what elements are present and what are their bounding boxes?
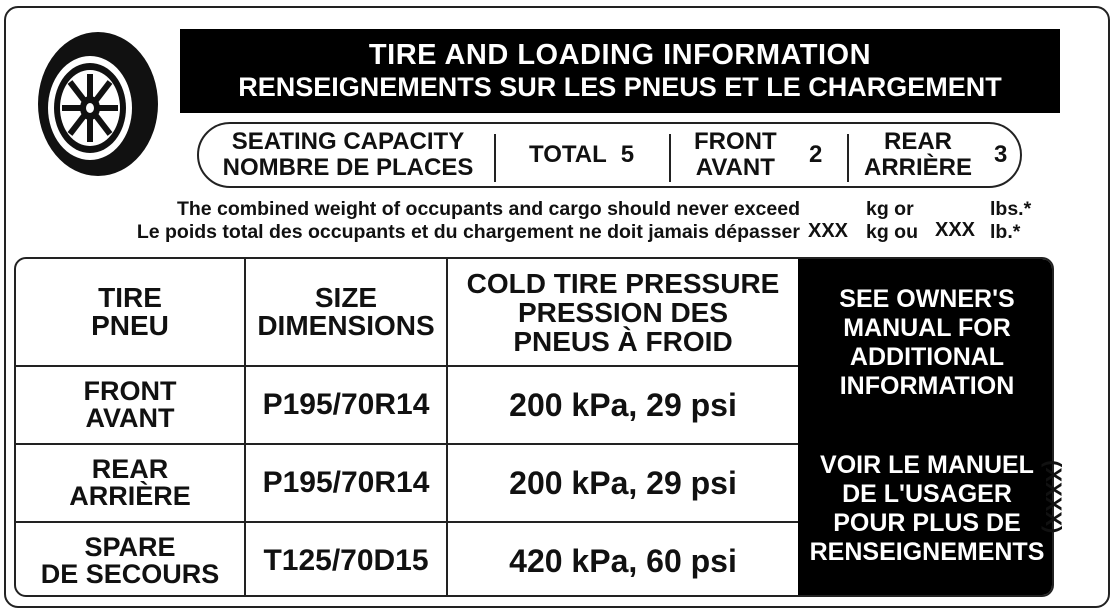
column-header-pressure-en: COLD TIRE PRESSURE [466,267,780,299]
seating-capacity-box [197,122,1022,188]
column-header-pressure-fr1: PRESSION DES [517,296,729,328]
grid-line [16,443,798,445]
kg-unit-en: kg or [866,198,914,220]
column-header-tire [16,259,244,365]
tire-pressure-table [14,257,1054,597]
weight-statement [40,198,800,244]
see-owners-manual-panel [798,259,1054,597]
row-spare-fr: DE SECOURS [40,559,220,589]
column-header-pressure-fr2: PNEUS À FROID [513,325,733,357]
see-manual-en-line: ADDITIONAL [849,343,1005,371]
column-header-size-fr: DIMENSIONS [257,310,435,341]
placard-header [180,29,1060,113]
seating-total [529,124,634,186]
row-front-en: FRONT [83,376,177,406]
see-manual-en-line: MANUAL FOR [843,314,1011,342]
see-manual-en-line: SEE OWNER'S [839,285,1015,313]
row-front-size: P195/70R14 [262,388,430,421]
rear-value: 3 [994,141,1008,168]
see-manual-fr-line: DE L'USAGER [842,480,1012,508]
row-rear-pressure: 200 kPa, 29 psi [509,464,737,501]
grid-line [244,259,246,597]
row-front-pressure: 200 kPa, 29 psi [509,386,737,423]
front-en: FRONT [694,128,777,155]
see-manual-en-line: INFORMATION [839,372,1015,400]
see-manual-fr-line: VOIR LE MANUEL [820,451,1034,479]
divider [847,134,849,182]
kg-unit-fr: kg ou [866,221,918,243]
kg-value: XXX [808,220,849,242]
seating-capacity-fr: NOMBRE DE PLACES [222,154,474,181]
rear-label [864,124,972,186]
column-header-pressure [448,259,798,365]
column-header-tire-en: TIRE [98,282,162,313]
lb-unit-fr: lb.* [990,221,1021,243]
front-value: 2 [809,141,823,168]
kg-units [866,198,918,244]
grid-line [446,259,448,597]
grid-line [16,521,798,523]
grid-line [16,365,798,367]
rear-en: REAR [884,128,953,155]
row-rear-en: REAR [91,454,169,484]
seating-capacity-label [217,124,479,186]
row-spare-pressure: 420 kPa, 60 psi [509,542,737,579]
front-label [694,124,777,186]
row-spare-en: SPARE [84,532,176,562]
row-rear-position [16,445,244,521]
row-spare-position [16,523,244,597]
see-manual-fr-line: POUR PLUS DE [833,509,1021,537]
lb-value: XXX [935,219,976,241]
weight-statement-en: The combined weight of occupants and cargo should never exceed [176,198,800,220]
header-title-en: TIRE AND LOADING INFORMATION [368,39,872,71]
front-fr: AVANT [695,154,775,181]
total-label: TOTAL [529,141,607,168]
divider [494,134,496,182]
seating-capacity-en: SEATING CAPACITY [231,128,465,155]
weight-statement-fr: Le poids total des occupants et du chargement ne doit jamais dépasser [136,221,800,243]
tire-icon [32,22,164,182]
see-manual-fr-line: RENSEIGNEMENTS [809,538,1045,566]
header-title-fr: RENSEIGNEMENTS SUR LES PNEUS ET LE CHARGEMENT [238,72,1002,102]
total-value: 5 [620,141,635,168]
column-header-size [246,259,446,365]
column-header-size-en: SIZE [314,282,378,313]
row-front-fr: AVANT [85,403,175,433]
column-header-tire-fr: PNEU [91,310,169,341]
see-manual-fr [798,451,1054,567]
placard-code: (XXXX) [1041,460,1066,534]
lb-unit-en: lbs.* [990,198,1032,220]
see-manual-en [798,285,1054,401]
row-rear-fr: ARRIÈRE [69,481,191,511]
divider [669,134,671,182]
rear-fr: ARRIÈRE [864,154,973,181]
lb-units [990,198,1031,244]
row-spare-size: T125/70D15 [263,544,429,577]
row-front-position [16,367,244,443]
row-rear-size: P195/70R14 [262,466,430,499]
